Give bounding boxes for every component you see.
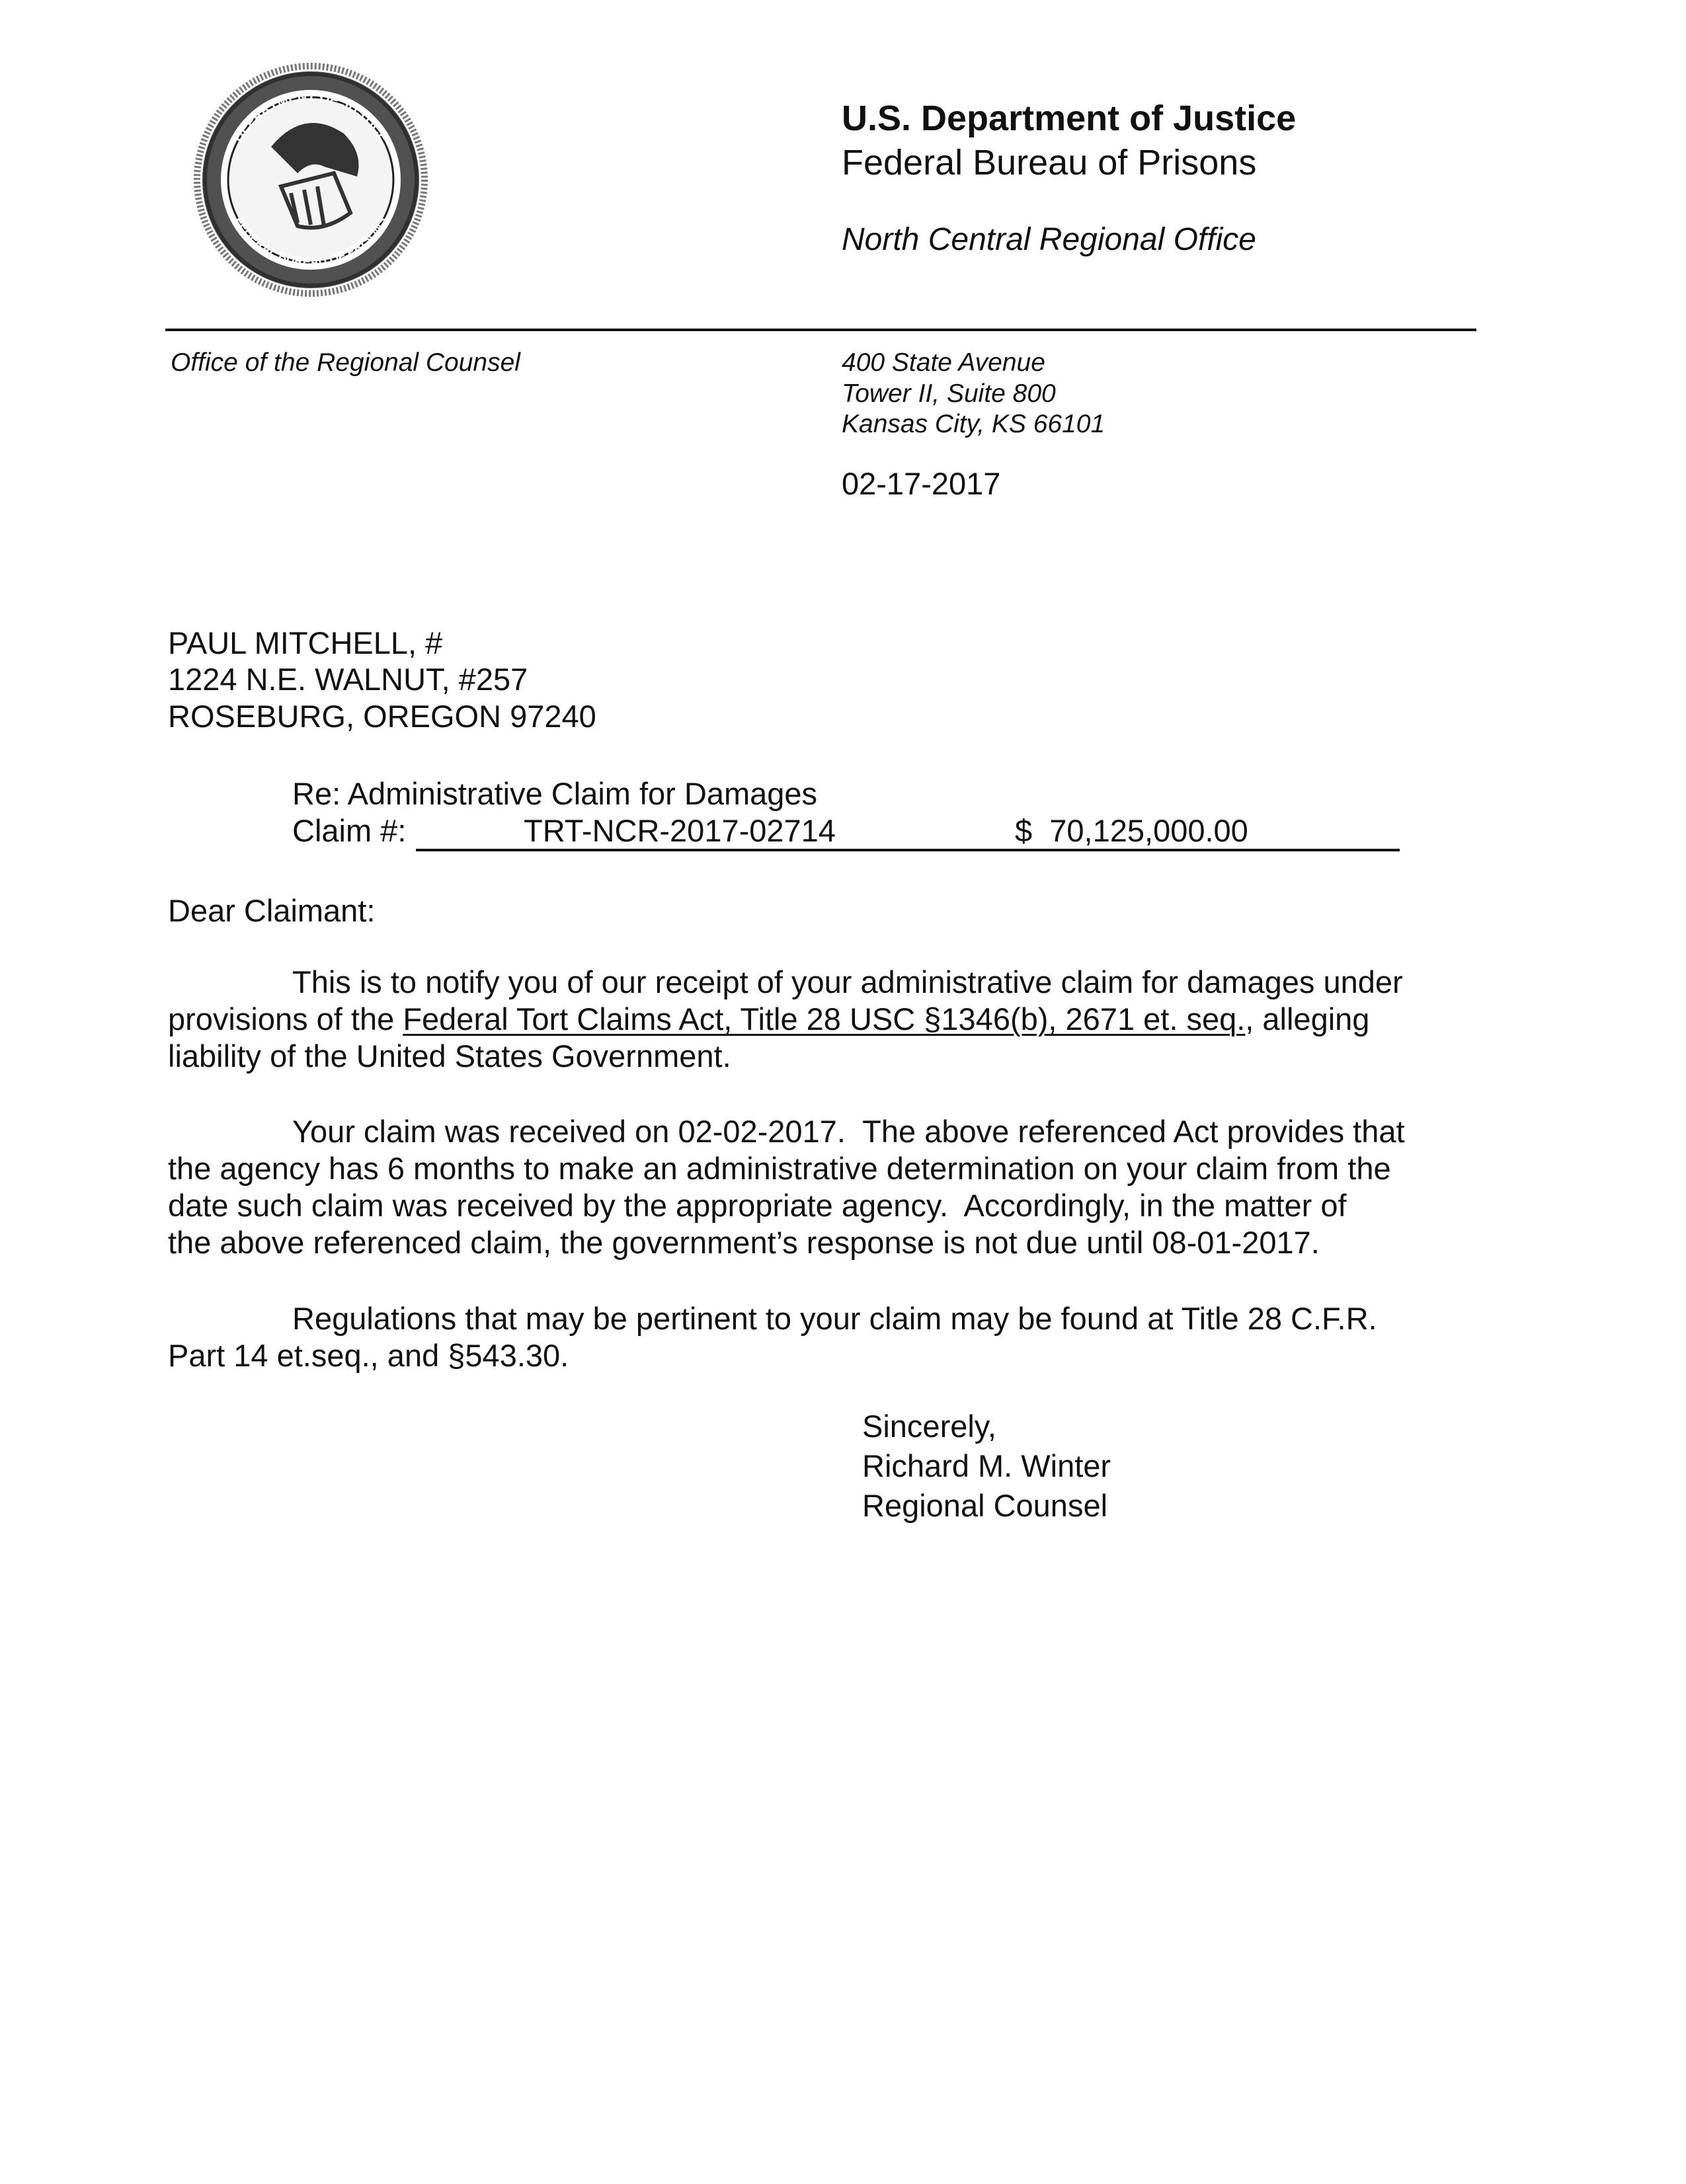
letter-date: 02-17-2017 (842, 466, 1001, 501)
claim-number: TRT-NCR-2017-02714 (524, 813, 836, 848)
paragraph-1-line: liability of the United States Government. (168, 1038, 731, 1073)
paragraph-1-line: This is to notify you of our receipt of your administrative claim for damages under (292, 964, 1403, 999)
signer-title: Regional Counsel (862, 1488, 1108, 1523)
seal-bottom-text: FEDERAL BUREAU OF PRISONS (232, 214, 389, 269)
text: provisions of the (168, 1001, 403, 1036)
ftca-citation: Federal Tort Claims Act, Title 28 USC §1346(b), 2671 et. seq. (403, 1001, 1246, 1036)
paragraph-2-line: the above referenced claim, the government’s response is not due until 08-01-2017. (168, 1225, 1320, 1260)
claim-label: Claim #: (292, 813, 407, 848)
agency-name: U.S. Department of Justice (842, 98, 1297, 138)
recipient-line: 1224 N.E. WALNUT, #257 (168, 662, 528, 697)
sender-address-line: Kansas City, KS 66101 (842, 410, 1105, 438)
paragraph-1-line (168, 1001, 1369, 1037)
claim-amount: $ 70,125,000.00 (1015, 813, 1248, 848)
signer-name: Richard M. Winter (862, 1448, 1111, 1483)
text: , alleging (1245, 1001, 1370, 1036)
sender-address-line: Tower II, Suite 800 (842, 379, 1056, 408)
paragraph-2-line: the agency has 6 months to make an administrative determination on your claim from the (168, 1151, 1391, 1186)
header-divider (165, 329, 1476, 331)
bureau-name: Federal Bureau of Prisons (842, 143, 1257, 182)
recipient-line: PAUL MITCHELL, # (168, 625, 443, 660)
sender-address-line: 400 State Avenue (842, 348, 1045, 377)
paragraph-3-line: Part 14 et.seq., and §543.30. (168, 1338, 569, 1373)
regional-office: North Central Regional Office (842, 222, 1256, 257)
paragraph-3-line: Regulations that may be pertinent to your claim may be found at Title 28 C.F.R. (292, 1301, 1377, 1336)
valediction: Sincerely, (862, 1409, 996, 1444)
sender-department: Office of the Regional Counsel (171, 348, 520, 377)
salutation: Dear Claimant: (168, 893, 376, 928)
re-line: Re: Administrative Claim for Damages (292, 776, 818, 811)
paragraph-2-line: Your claim was received on 02-02-2017. The above referenced Act provides that (292, 1114, 1405, 1149)
doj-seal-logo (192, 61, 430, 299)
recipient-line: ROSEBURG, OREGON 97240 (168, 699, 596, 734)
seal-top-text: DEPARTMENT OF JUSTICE (231, 89, 391, 145)
claim-underline (416, 849, 1400, 851)
paragraph-2-line: date such claim was received by the appropriate agency. Accordingly, in the matter of (168, 1188, 1347, 1223)
